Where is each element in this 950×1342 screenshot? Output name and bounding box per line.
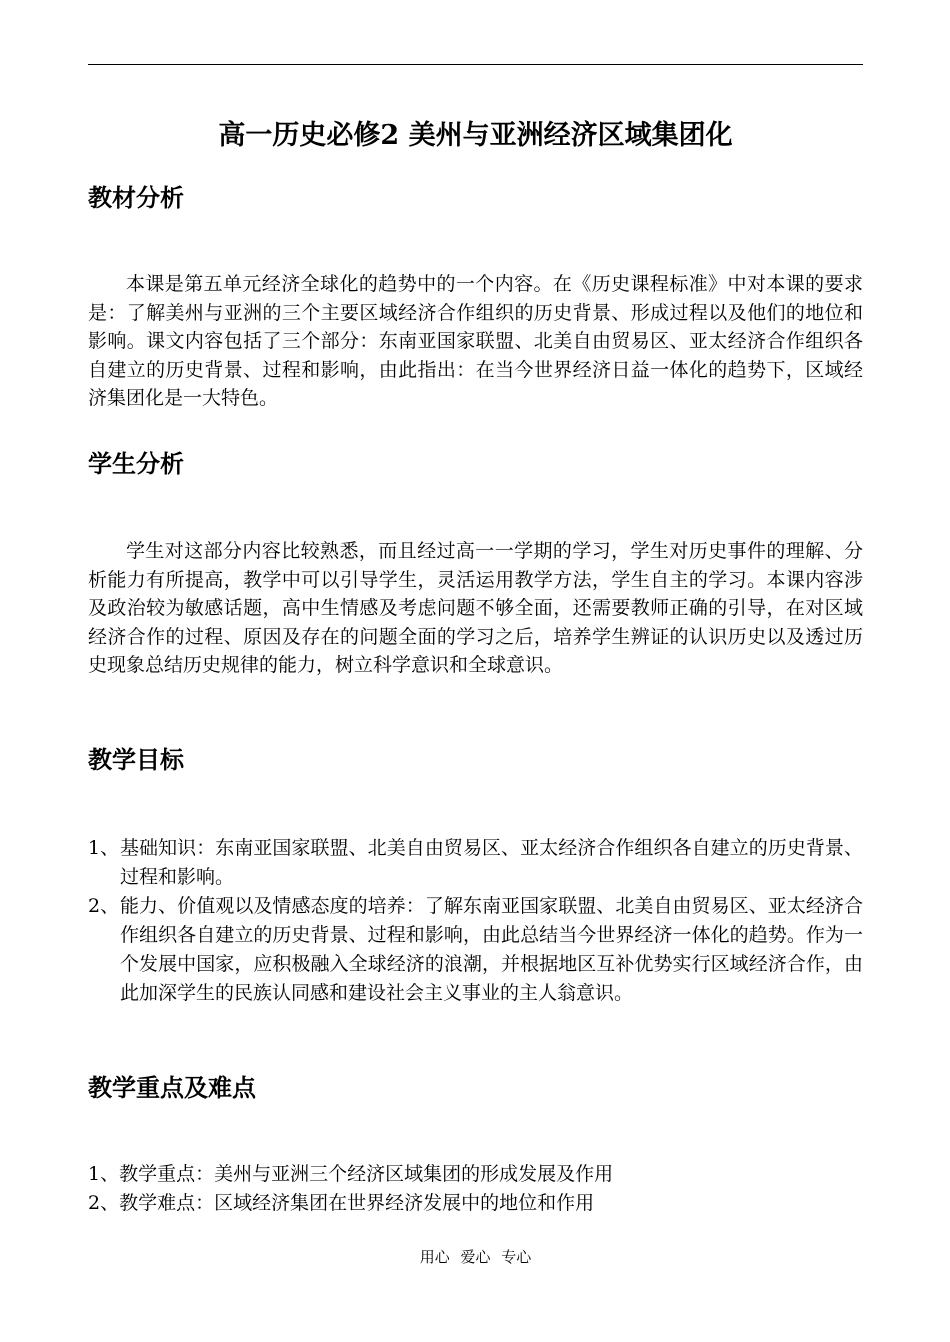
list-item: [88, 1160, 863, 1189]
list-item-number: 2、: [88, 1192, 120, 1214]
key-points-list: [88, 1160, 863, 1218]
list-item-text: 教学难点：区域经济集团在世界经济发展中的地位和作用: [119, 1192, 595, 1214]
list-item-number: 1、: [88, 837, 120, 859]
list-item: [88, 1189, 863, 1218]
list-item: [88, 834, 863, 892]
student-analysis-paragraph: 学生对这部分内容比较熟悉，而且经过高一一学期的学习，学生对历史事件的理解、分析能力有所提高，教学中可以引导学生，灵活运用教学方法，学生自主的学习。本课内容涉及政治较为敏感话题，高中生情感及考虑问题不够全面，还需要教师正确的引导，在对区域经济合作的过程、原因及存在的问题全面的学习之后，培养学生辨证的认识历史以及透过历史现象总结历史规律的能力，树立科学意识和全球意识。: [88, 540, 863, 677]
section-heading-key-points: 教学重点及难点: [88, 1074, 256, 1102]
page-footer: 用心 爱心 专心: [419, 1248, 532, 1266]
list-item: [88, 892, 863, 1008]
section-heading-textbook-analysis: 教材分析: [88, 184, 184, 212]
list-item-number: 2、: [88, 895, 120, 917]
section-heading-student-analysis: 学生分析: [88, 450, 184, 478]
section-heading-teaching-objectives: 教学目标: [88, 746, 184, 774]
list-item-text: 能力、价值观以及情感态度的培养：了解东南亚国家联盟、北美自由贸易区、亚太经济合作组织各自建立的历史背景、过程和影响，由此总结当今世界经济一体化的趋势。作为一个发展中国家，应积极融入全球经济的浪潮，并根据地区互补优势实行区域经济合作，由此加深学生的民族认同感和建设社会主义事业的主人翁意识。: [120, 895, 863, 1004]
list-item-text: 教学重点：美州与亚洲三个经济区域集团的形成发展及作用: [119, 1163, 614, 1185]
teaching-objectives-list: [88, 834, 863, 1008]
list-item-number: 1、: [88, 1163, 120, 1185]
list-item-text: 基础知识：东南亚国家联盟、北美自由贸易区、亚太经济合作组织各自建立的历史背景、过程和影响。: [120, 837, 863, 888]
document-title: 高一历史必修2 美州与亚洲经济区域集团化: [218, 120, 733, 151]
header-rule: [88, 64, 863, 65]
textbook-analysis-paragraph: 本课是第五单元经济全球化的趋势中的一个内容。在《历史课程标准》中对本课的要求是：了解美州与亚洲的三个主要区域经济合作组织的历史背景、形成过程以及他们的地位和影响。课文内容包括了三个部分：东南亚国家联盟、北美自由贸易区、亚太经济合作组织各自建立的历史背景、过程和影响，由此指出：在当今世界经济日益一体化的趋势下，区域经济集团化是一大特色。: [88, 273, 863, 410]
